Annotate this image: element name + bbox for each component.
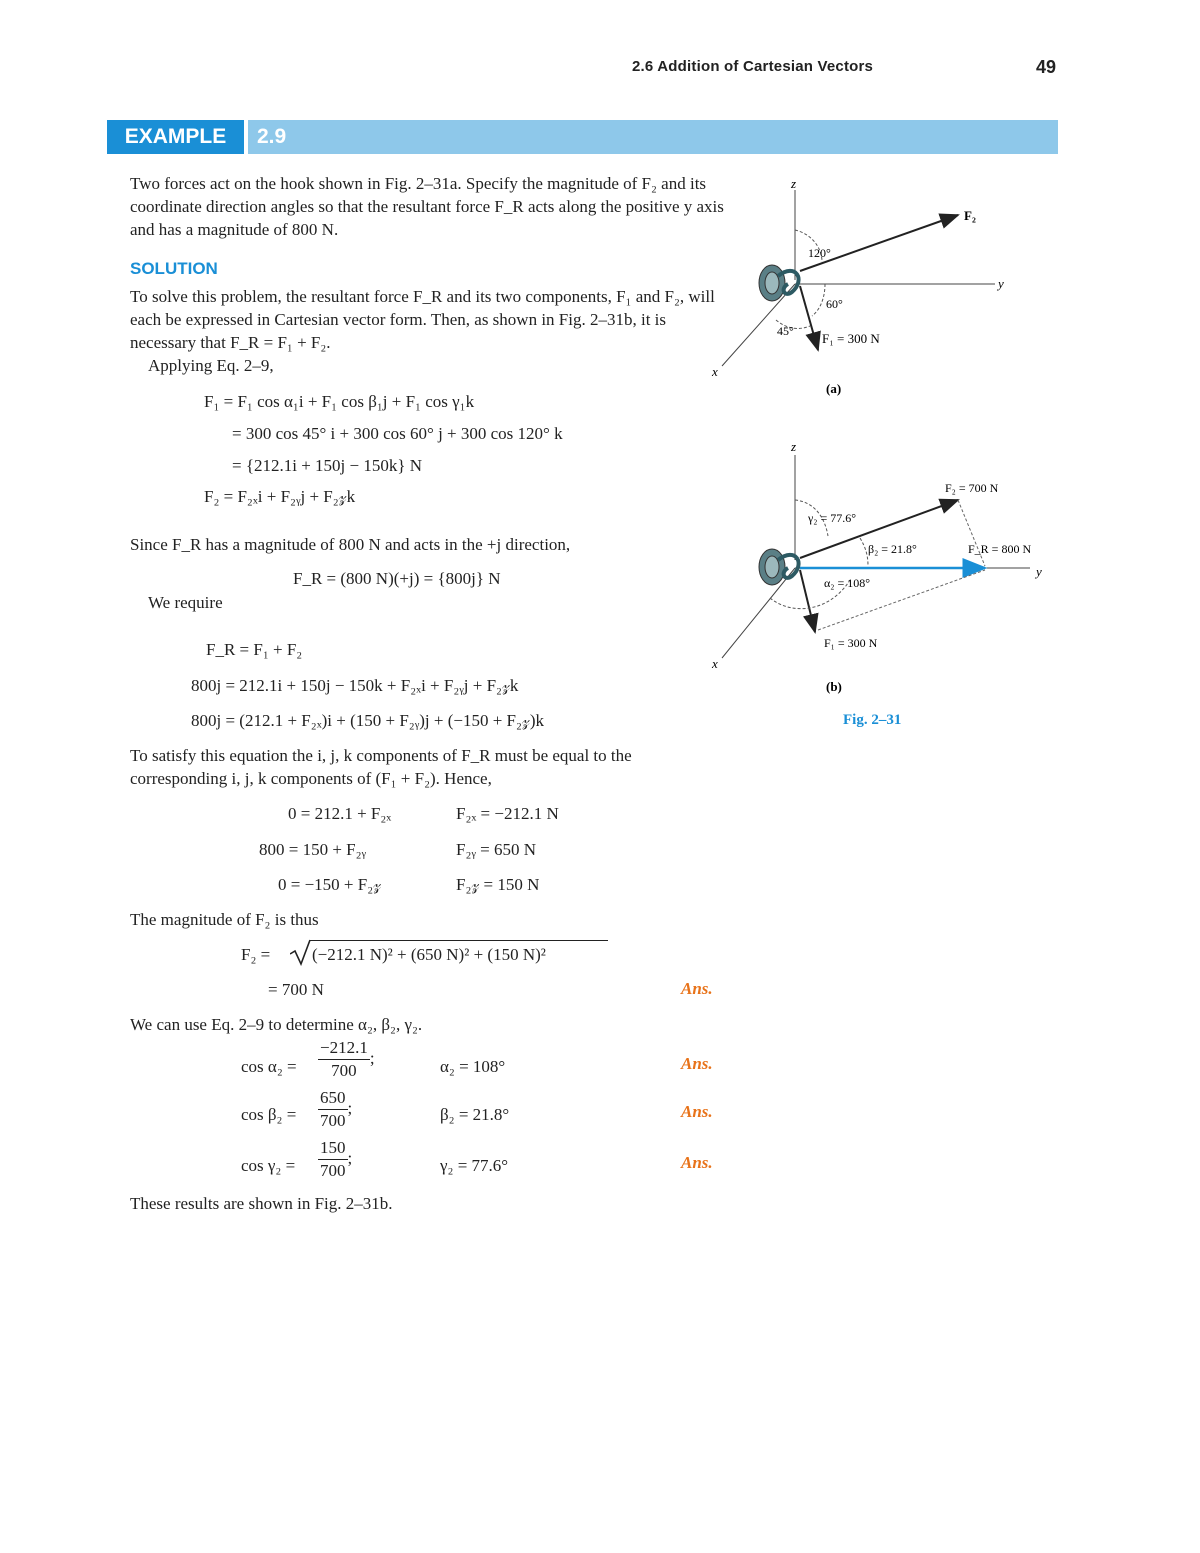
example-number: 2.9 bbox=[257, 125, 287, 148]
figure-b-caption: (b) bbox=[826, 679, 842, 694]
equation-f2-general: F₂ = F₂ₓi + F₂ᵧj + F₂𝓏k bbox=[204, 487, 356, 506]
component-x-result: F₂ₓ = −212.1 N bbox=[456, 804, 559, 823]
x-label: x bbox=[712, 364, 718, 379]
solution-intro: To solve this problem, the resultant force F_R and its two components, F₁ and F₂, will each be expressed in Cartesian vector form. Then, as shown in Fig. 2–31b, it is necessary that F_R = F₁ + F₂. bbox=[130, 287, 715, 352]
magnitude-lhs: F₂ = bbox=[241, 945, 271, 964]
f1-label-b: F₁ = 300 N bbox=[824, 636, 878, 650]
f2-label: F₂ bbox=[964, 208, 976, 223]
equation-fr: F_R = (800 N)(+j) = {800j} N bbox=[293, 569, 501, 588]
cos-beta-fraction: $\frac{650}{700}$ ; bbox=[320, 1088, 353, 1130]
closing-text: These results are shown in Fig. 2–31b. bbox=[130, 1194, 393, 1213]
f1-label: F₁ = 300 N bbox=[822, 331, 880, 346]
angle-60-label: 60° bbox=[826, 297, 843, 311]
fr-label: F_R = 800 N bbox=[968, 542, 1032, 556]
z-label-b: z bbox=[791, 440, 797, 454]
cos-gamma-den: 700 bbox=[320, 1161, 346, 1180]
f1-vector-b bbox=[800, 570, 815, 632]
arc-beta bbox=[860, 538, 868, 566]
component-x-eq: 0 = 212.1 + F₂ₓ bbox=[288, 804, 392, 823]
gamma-label: γ₂ = 77.6° bbox=[808, 511, 857, 525]
radical-sign bbox=[290, 938, 312, 966]
beta-label: β₂ = 21.8° bbox=[868, 542, 917, 556]
figure-a-caption: (a) bbox=[826, 381, 842, 396]
we-require-text: We require bbox=[148, 593, 223, 612]
arc-60 bbox=[812, 284, 825, 316]
alpha-label: α₂ = 108° bbox=[824, 576, 871, 590]
radical-bar bbox=[310, 940, 608, 941]
equation-f1-values: = 300 cos 45° i + 300 cos 60° j + 300 cos 120° k bbox=[232, 424, 563, 443]
angle-120-label: 120° bbox=[808, 246, 831, 260]
z-label: z bbox=[791, 176, 797, 191]
page-number: 49 bbox=[1036, 57, 1057, 77]
example-label: EXAMPLE bbox=[107, 120, 244, 154]
f1-vector bbox=[800, 286, 818, 350]
use-eq-text: We can use Eq. 2–9 to determine α₂, β₂, γ₂. bbox=[130, 1015, 423, 1034]
x-axis-b bbox=[722, 568, 795, 658]
cos-gamma-num: 150 bbox=[318, 1137, 348, 1160]
problem-statement: Two forces act on the hook shown in Fig. 2–31a. Specify the magnitude of F₂ and its coordinate direction angles so that the resultant force F_R acts along the positive y axis and has a magnitude of 800 N. bbox=[130, 174, 724, 239]
equation-grouped: 800j = (212.1 + F₂ₓ)i + (150 + F₂ᵧ)j + (−150 + F₂𝓏)k bbox=[191, 711, 544, 730]
magnitude-radicand: (−212.1 N)² + (650 N)² + (150 N)² bbox=[312, 945, 546, 964]
component-y-eq: 800 = 150 + F₂ᵧ bbox=[259, 840, 367, 859]
running-header: 2.6 Addition of Cartesian Vectors bbox=[632, 58, 874, 75]
equation-fr-sum: F_R = F₁ + F₂ bbox=[206, 640, 303, 659]
cos-gamma-lhs: cos γ₂ = bbox=[241, 1156, 296, 1175]
angle-45-label: 45° bbox=[777, 324, 794, 338]
since-text: Since F_R has a magnitude of 800 N and acts in the +j direction, bbox=[130, 535, 571, 554]
f2-label-b: F₂ = 700 N bbox=[945, 481, 999, 495]
x-label-b: x bbox=[712, 656, 718, 671]
example-separator bbox=[244, 120, 248, 154]
component-y-result: F₂ᵧ = 650 N bbox=[456, 840, 537, 859]
component-z-result: F₂𝓏 = 150 N bbox=[456, 875, 540, 894]
parallelogram-edge-1 bbox=[958, 500, 985, 566]
beta-result: β₂ = 21.8° bbox=[440, 1105, 510, 1124]
magnitude-intro: The magnitude of F₂ is thus bbox=[130, 910, 319, 929]
figure-b bbox=[700, 440, 1060, 705]
alpha-result: α₂ = 108° bbox=[440, 1057, 506, 1076]
solution-heading: SOLUTION bbox=[130, 259, 218, 278]
equation-expanded: 800j = 212.1i + 150j − 150k + F₂ₓi + F₂ᵧj + F₂𝓏k bbox=[191, 676, 519, 695]
answer-marker-alpha: Ans. bbox=[681, 1054, 713, 1073]
gamma-result: γ₂ = 77.6° bbox=[440, 1156, 509, 1175]
magnitude-result: = 700 N bbox=[268, 980, 324, 999]
y-label-b: y bbox=[1036, 564, 1042, 579]
cos-alpha-lhs: cos α₂ = bbox=[241, 1057, 297, 1076]
answer-marker-gamma: Ans. bbox=[681, 1153, 713, 1172]
cos-alpha-num: −212.1 bbox=[318, 1037, 370, 1060]
cos-gamma-fraction: $\frac{150}{700}$ ; bbox=[320, 1138, 353, 1180]
figure-label: Fig. 2–31 bbox=[843, 712, 902, 728]
y-label: y bbox=[998, 276, 1004, 291]
hook-icon-b bbox=[759, 549, 799, 585]
cos-alpha-den: 700 bbox=[331, 1061, 357, 1080]
equation-f1-result: = {212.1i + 150j − 150k} N bbox=[232, 456, 423, 475]
cos-beta-lhs: cos β₂ = bbox=[241, 1105, 297, 1124]
applying-text: Applying Eq. 2–9, bbox=[148, 356, 274, 375]
cos-alpha-fraction: $\frac{-212.1}{700}$ ; bbox=[320, 1038, 375, 1080]
satisfy-text: To satisfy this equation the i, j, k components of F_R must be equal to the corresponding i, j, k components of (F₁ + F₂). Hence, bbox=[130, 746, 632, 788]
answer-marker-beta: Ans. bbox=[681, 1102, 713, 1121]
f2-vector bbox=[800, 215, 958, 271]
figure-a bbox=[700, 170, 1060, 405]
component-z-eq: 0 = −150 + F₂𝓏 bbox=[278, 875, 382, 894]
equation-f1-general: F₁ = F₁ cos α₁i + F₁ cos β₁j + F₁ cos γ₁k bbox=[204, 392, 475, 411]
cos-beta-den: 700 bbox=[320, 1111, 346, 1130]
hook-icon bbox=[759, 265, 799, 301]
answer-marker-magnitude: Ans. bbox=[681, 979, 713, 998]
cos-beta-num: 650 bbox=[318, 1087, 348, 1110]
